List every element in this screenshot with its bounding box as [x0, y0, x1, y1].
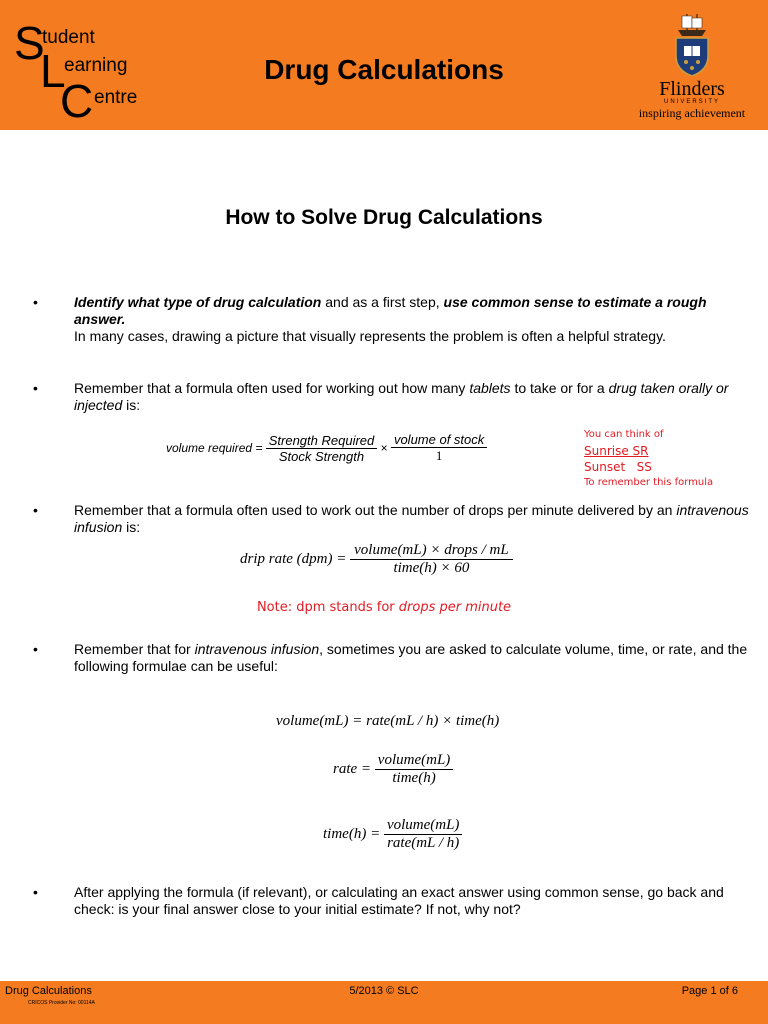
slc-word-centre: entre — [94, 87, 138, 108]
university-crest-icon — [632, 10, 752, 76]
bullet-marker: • — [33, 641, 38, 657]
footer-cricos: CRICOS Provider No: 00114A — [28, 1000, 95, 1006]
f2-denominator: time(h) × 60 — [393, 560, 470, 576]
slc-word-learning: earning — [64, 55, 128, 76]
f1-numerator-1: Strength Required — [266, 433, 378, 449]
f1-lhs: volume required = — [166, 441, 263, 455]
slc-letter-s: S — [14, 17, 45, 69]
note-line-sunset: Sunset SS — [584, 460, 652, 474]
f1-numerator-2: volume of stock — [391, 432, 487, 448]
b1-emphasis-1: Identify what type of drug calculation — [74, 294, 322, 310]
footer-page-number: Page 1 of 6 — [681, 985, 738, 997]
page-footer — [0, 981, 768, 1024]
f2-numerator: volume(mL) × drops / mL — [350, 542, 513, 560]
slc-word-student: tudent — [42, 27, 95, 48]
f1-denominator-2: 1 — [435, 448, 443, 463]
slc-letter-c: C — [60, 75, 94, 127]
formula-time — [323, 817, 462, 852]
note-line-sunrise: Sunrise SR — [584, 444, 649, 458]
logo-university-label: UNIVERSITY — [663, 99, 720, 105]
dpm-note-emphasis: drops per minute — [398, 600, 512, 615]
dpm-note-text: Note: dpm stands for — [256, 600, 399, 615]
f1-denominator-1: Stock Strength — [278, 448, 365, 464]
bullet-marker: • — [33, 380, 38, 396]
f2-fraction — [350, 542, 513, 577]
formula-volume-required — [166, 432, 487, 464]
b2-text-3: is: — [122, 397, 141, 413]
b2-text-2: to take or for a — [510, 380, 609, 396]
bullet-marker: • — [33, 884, 38, 900]
b1-text: and as a first step, — [321, 294, 444, 310]
f1-times: × — [380, 441, 388, 455]
b1-line2: In many cases, drawing a picture that visually represents the problem is often a helpful strategy. — [74, 328, 666, 344]
b2-drug-route: drug taken orally or injected — [74, 380, 729, 413]
b4-text-2: , sometimes you are asked to calculate volume, time, or rate, and the following formulae can be useful: — [74, 641, 748, 674]
f5-denominator: rate(mL / h) — [387, 835, 460, 851]
f2-lhs: drip rate (dpm) = — [240, 551, 347, 567]
flinders-logo — [632, 10, 752, 122]
f1-fraction-strength — [266, 433, 378, 464]
footer-date-copyright: 5/2013 © SLC — [349, 985, 419, 997]
bullet-3 — [74, 502, 754, 536]
bullet-5: After applying the formula (if relevant), or calculating an exact answer using common sense, go back and check: is your final answer close to your initial estimate? If not, why not? — [74, 884, 724, 917]
f4-denominator: time(h) — [392, 770, 436, 786]
f4-fraction — [375, 752, 453, 787]
handwritten-note — [584, 427, 764, 491]
b2-tablets: tablets — [469, 380, 511, 396]
formula-volume: volume(mL) = rate(mL / h) × time(h) — [276, 713, 500, 729]
f5-lhs: time(h) = — [323, 826, 381, 842]
bullet-marker: • — [33, 502, 38, 518]
dpm-note — [0, 600, 768, 615]
bullet-2 — [74, 380, 754, 414]
note-line-1: You can think of — [584, 429, 664, 440]
b2-text-1: Remember that a formula often used for working out how many — [74, 380, 470, 396]
b3-infusion: intravenous infusion — [74, 502, 749, 535]
b4-infusion: intravenous infusion — [194, 641, 320, 657]
logo-tagline: inspiring achievement — [638, 106, 746, 120]
f5-numerator: volume(mL) — [384, 817, 462, 835]
formula-drip-rate — [240, 542, 513, 577]
b3-text-1: Remember that a formula often used to work out the number of drops per minute delivered by an — [74, 502, 677, 518]
bullet-4 — [74, 641, 754, 675]
bullet-1 — [74, 294, 754, 345]
header-title: Drug Calculations — [264, 54, 504, 85]
bullet-marker: • — [33, 294, 38, 310]
f4-numerator: volume(mL) — [375, 752, 453, 770]
slc-letter-l: L — [40, 45, 66, 97]
page-title: How to Solve Drug Calculations — [225, 206, 543, 229]
f4-lhs: rate = — [333, 761, 372, 777]
b3-text-2: is: — [122, 519, 141, 535]
logo-university-name: Flinders — [659, 78, 725, 100]
f5-fraction — [384, 817, 462, 852]
f1-fraction-volume — [391, 432, 487, 464]
formula-rate — [333, 752, 453, 787]
note-line-4: To remember this formula — [584, 477, 714, 488]
page-header — [0, 0, 768, 130]
b4-text-1: Remember that for — [74, 641, 195, 657]
b1-emphasis-2: use common sense to estimate a rough answer. — [74, 294, 707, 327]
footer-document-title: Drug Calculations — [5, 985, 92, 997]
